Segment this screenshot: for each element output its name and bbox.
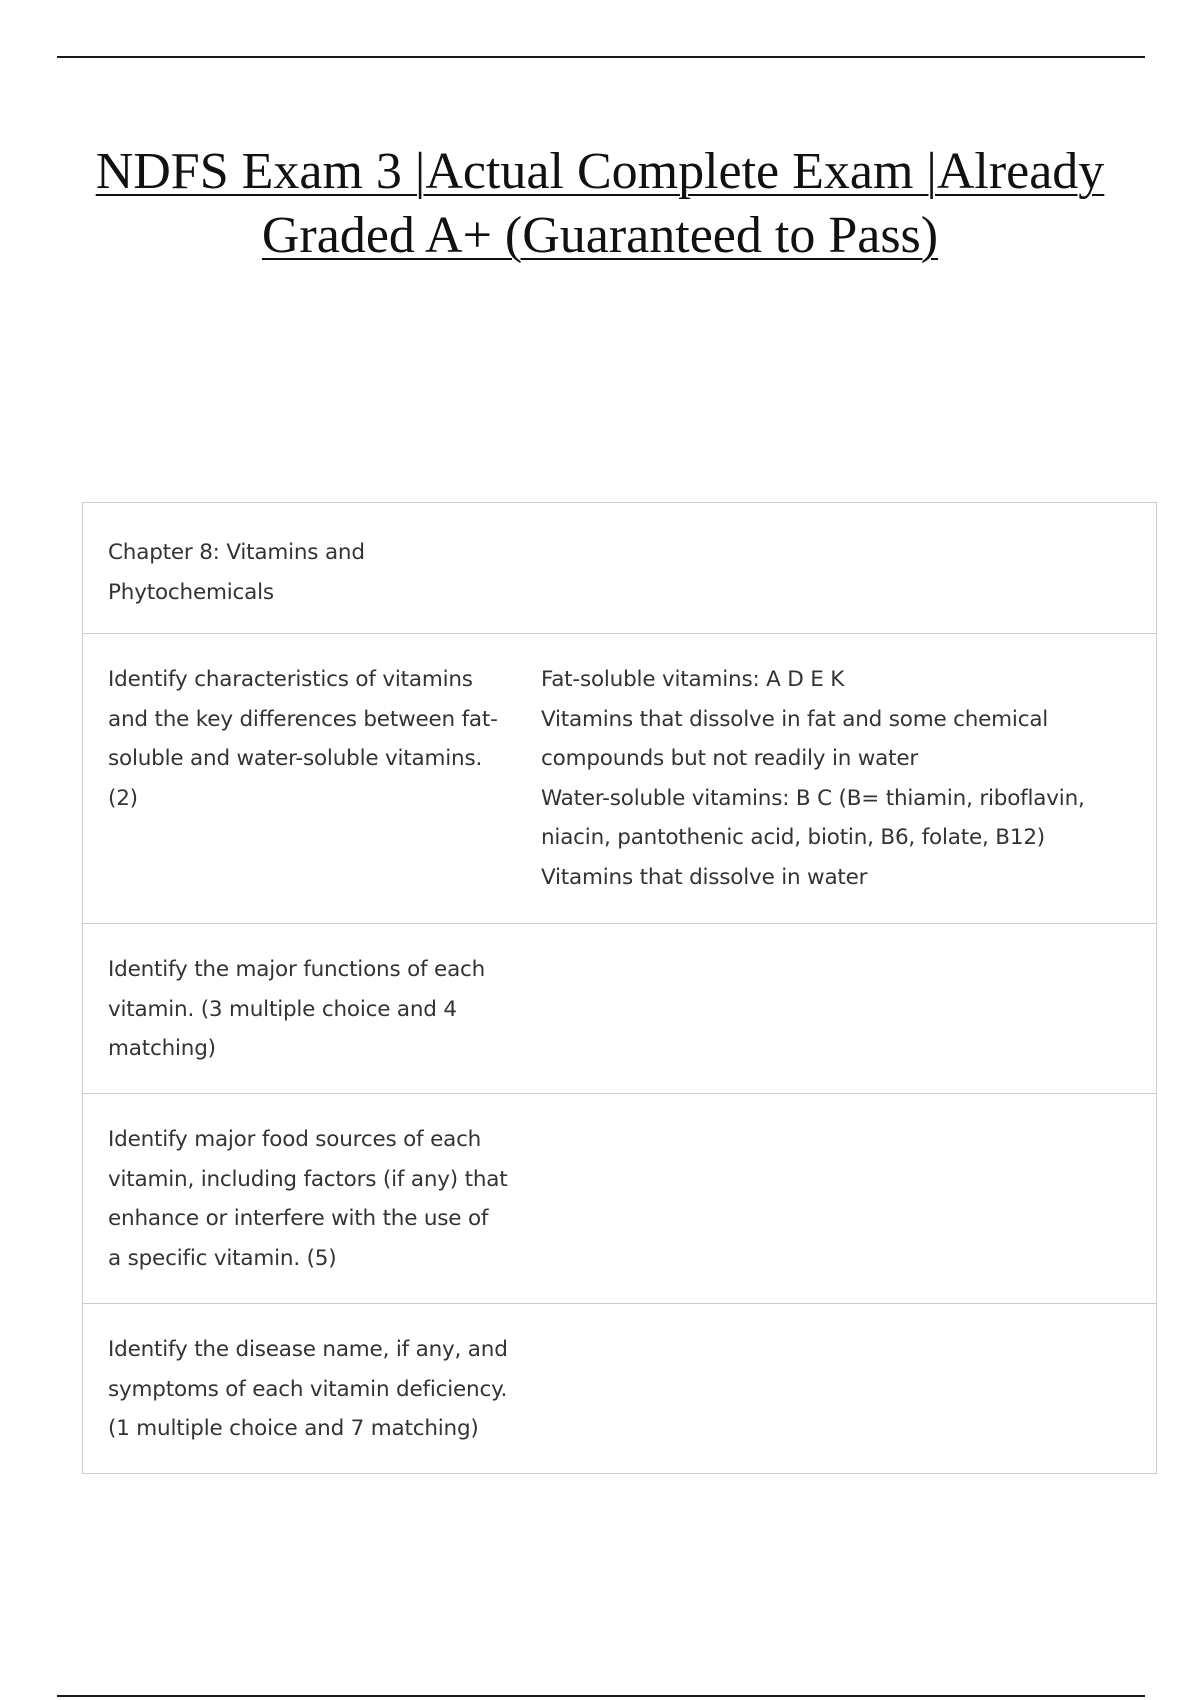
- definition-line: Vitamins that dissolve in fat and some chemical: [541, 706, 1049, 732]
- term-line: (2): [108, 785, 138, 811]
- flashcard-table: [82, 502, 1157, 1474]
- table-row: [83, 503, 1156, 633]
- term-line: a specific vitamin. (5): [108, 1245, 337, 1271]
- definition-line: Water-soluble vitamins: B C (B= thiamin, riboflavin,: [541, 785, 1085, 811]
- top-rule: [57, 56, 1145, 58]
- term-line: and the key differences between fat-: [108, 706, 498, 732]
- definition-cell: [541, 1120, 1156, 1303]
- term-line: Chapter 8: Vitamins and: [108, 540, 365, 565]
- definition-line: Fat-soluble vitamins: A D E K: [541, 667, 845, 692]
- term-line: vitamin, including factors (if any) that: [108, 1166, 508, 1192]
- term-cell: [83, 1120, 541, 1303]
- term-line: symptoms of each vitamin deficiency.: [108, 1376, 508, 1402]
- table-row: [83, 1093, 1156, 1303]
- term-line: enhance or interfere with the use of: [108, 1206, 489, 1231]
- term-cell: [83, 660, 541, 923]
- term-line: Phytochemicals: [108, 579, 274, 605]
- table-row: [83, 923, 1156, 1093]
- term-line: Identify characteristics of vitamins: [108, 667, 473, 692]
- term-cell: [83, 1330, 541, 1473]
- table-row: [83, 633, 1156, 923]
- definition-line: Vitamins that dissolve in water: [541, 864, 868, 890]
- term-line: (1 multiple choice and 7 matching): [108, 1416, 479, 1441]
- term-line: Identify the disease name, if any, and: [108, 1337, 508, 1362]
- bottom-rule: [57, 1695, 1145, 1697]
- definition-cell: [541, 950, 1156, 1093]
- title-line: NDFS Exam 3 |Actual Complete Exam |Already: [95, 143, 1105, 200]
- term-cell: [83, 950, 541, 1093]
- document-title: [40, 140, 1160, 268]
- term-line: Identify the major functions of each: [108, 957, 486, 982]
- definition-cell: [541, 660, 1156, 923]
- definition-line: niacin, pantothenic acid, biotin, B6, folate, B12): [541, 825, 1045, 850]
- term-line: vitamin. (3 multiple choice and 4: [108, 996, 457, 1022]
- table-row: [83, 1303, 1156, 1473]
- definition-line: compounds but not readily in water: [541, 746, 919, 771]
- term-line: Identify major food sources of each: [108, 1127, 482, 1152]
- term-cell: [83, 533, 541, 633]
- term-line: soluble and water-soluble vitamins.: [108, 746, 483, 771]
- definition-cell: [541, 533, 1156, 633]
- title-line: Graded A+ (Guaranteed to Pass): [261, 207, 939, 264]
- term-line: matching): [108, 1036, 216, 1061]
- definition-cell: [541, 1330, 1156, 1473]
